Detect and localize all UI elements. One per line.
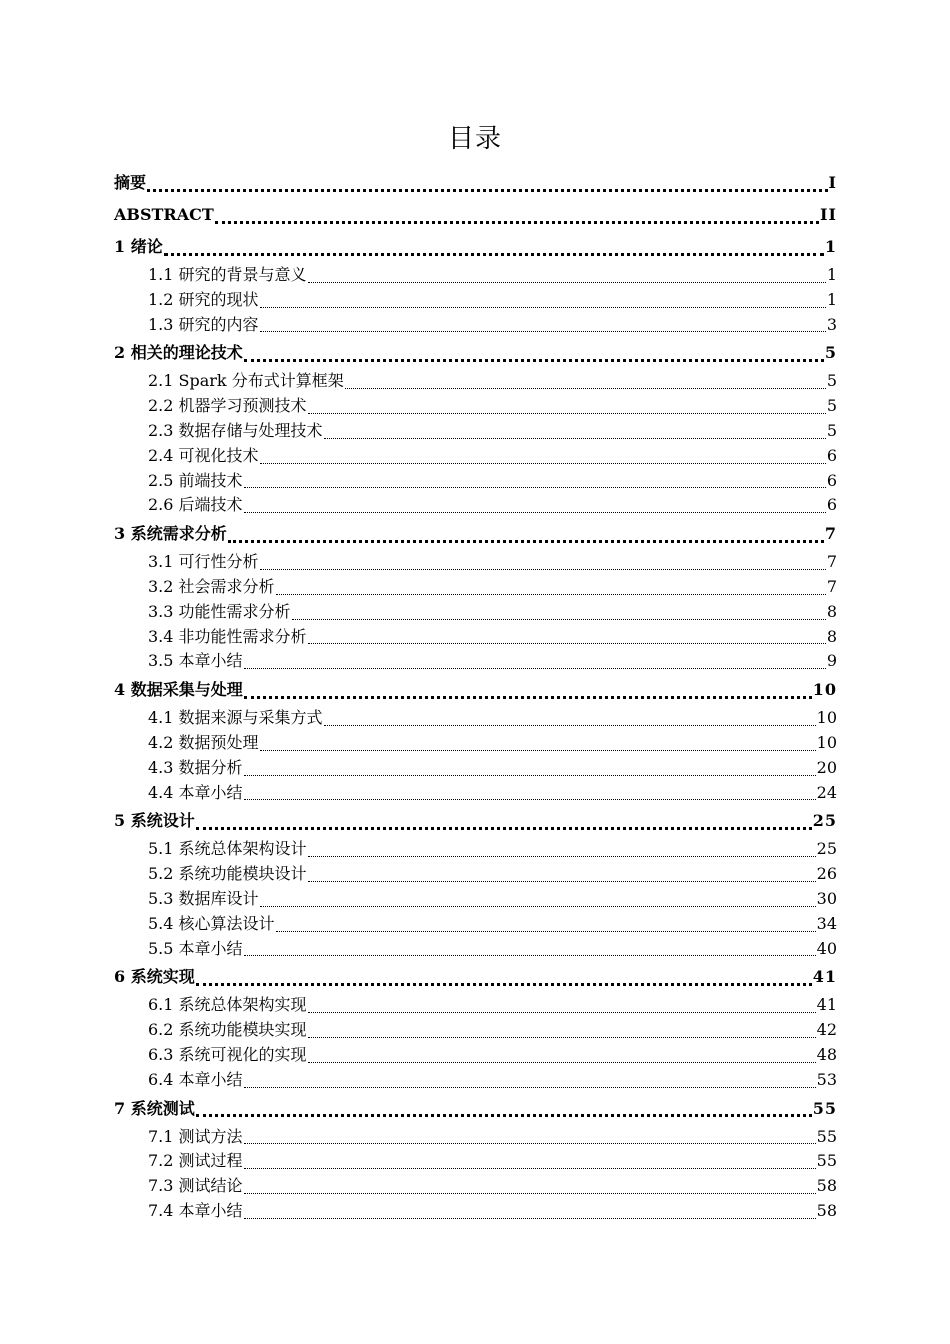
toc-chapter-entry[interactable] bbox=[114, 805, 837, 837]
toc-page-number: 6 bbox=[826, 445, 837, 465]
toc-section-entry[interactable] bbox=[114, 550, 837, 575]
dot-leader bbox=[228, 540, 824, 543]
toc-page-number: 53 bbox=[816, 1069, 837, 1089]
dot-leader bbox=[244, 1193, 816, 1194]
toc-entry-label: 2.5 前端技术 bbox=[148, 470, 243, 490]
dot-leader bbox=[164, 253, 824, 256]
toc-section-entry[interactable] bbox=[114, 1068, 837, 1093]
dot-leader bbox=[324, 438, 826, 439]
toc-page-number: 8 bbox=[826, 601, 837, 621]
toc-entry-label: 6.2 系统功能模块实现 bbox=[148, 1020, 307, 1040]
dot-leader bbox=[244, 775, 816, 776]
toc-section-entry[interactable] bbox=[114, 781, 837, 806]
dot-leader bbox=[345, 388, 826, 389]
toc-section-entry[interactable] bbox=[114, 649, 837, 674]
toc-page-number: 25 bbox=[816, 839, 837, 859]
toc-section-entry[interactable] bbox=[114, 288, 837, 313]
toc-page-number: 5 bbox=[826, 371, 837, 391]
toc-page-number: 9 bbox=[826, 651, 837, 671]
toc-entry-label: 摘要 bbox=[114, 173, 147, 192]
toc-entry-label: 1 绪论 bbox=[114, 237, 163, 256]
toc-section-entry[interactable] bbox=[114, 493, 837, 518]
toc-page-number: 55 bbox=[816, 1126, 837, 1146]
toc-entry-label: 6.3 系统可视化的实现 bbox=[148, 1044, 307, 1064]
toc-entry-label: 1.3 研究的内容 bbox=[148, 314, 259, 334]
toc-page-number: I bbox=[828, 173, 837, 192]
dot-leader bbox=[260, 750, 816, 751]
toc-page-number: 41 bbox=[816, 995, 837, 1015]
toc-section-entry[interactable] bbox=[114, 887, 837, 912]
dot-leader bbox=[244, 955, 816, 956]
toc-page-number: 42 bbox=[816, 1020, 837, 1040]
dot-leader bbox=[244, 668, 826, 669]
dot-leader bbox=[244, 799, 816, 800]
dot-leader bbox=[260, 307, 826, 308]
toc-page-number: 58 bbox=[816, 1176, 837, 1196]
dot-leader bbox=[308, 1037, 816, 1038]
toc-page-number: 40 bbox=[816, 938, 837, 958]
dot-leader bbox=[244, 696, 812, 699]
toc-section-entry[interactable] bbox=[114, 419, 837, 444]
dot-leader bbox=[308, 413, 826, 414]
toc-section-entry[interactable] bbox=[114, 263, 837, 288]
dot-leader bbox=[244, 1143, 816, 1144]
toc-section-entry[interactable] bbox=[114, 1043, 837, 1068]
toc-chapter-entry[interactable] bbox=[114, 199, 837, 231]
toc-entry-label: 6.4 本章小结 bbox=[148, 1069, 243, 1089]
dot-leader bbox=[292, 619, 826, 620]
dot-leader bbox=[215, 221, 819, 224]
toc-page-number: 30 bbox=[816, 888, 837, 908]
toc-title: 目录 bbox=[447, 124, 502, 154]
toc-entry-label: 7 系统测试 bbox=[114, 1098, 195, 1118]
toc-entry-label: 5.2 系统功能模块设计 bbox=[148, 864, 307, 884]
toc-page-number: 3 bbox=[826, 314, 837, 334]
toc-chapter-entry[interactable] bbox=[114, 1093, 837, 1125]
toc-entry-label: 3.2 社会需求分析 bbox=[148, 576, 275, 596]
dot-leader bbox=[196, 1114, 812, 1117]
toc-entry-label: 7.4 本章小结 bbox=[148, 1200, 243, 1220]
dot-leader bbox=[276, 931, 816, 932]
toc-page-number: 1 bbox=[826, 265, 837, 284]
toc-section-entry[interactable] bbox=[114, 912, 837, 937]
toc-section-entry[interactable] bbox=[114, 756, 837, 781]
toc-page-number: 6 bbox=[826, 495, 837, 515]
dot-leader bbox=[244, 487, 826, 488]
toc-entry-label: 7.2 测试过程 bbox=[148, 1151, 243, 1171]
toc-section-entry[interactable] bbox=[114, 575, 837, 600]
toc-section-entry[interactable] bbox=[114, 394, 837, 419]
toc-chapter-entry[interactable] bbox=[114, 518, 837, 550]
toc-section-entry[interactable] bbox=[114, 625, 837, 650]
toc-section-entry[interactable] bbox=[114, 369, 837, 394]
toc-entry-label: 4.3 数据分析 bbox=[148, 757, 243, 777]
dot-leader bbox=[308, 856, 816, 857]
toc-page-number: 55 bbox=[816, 1151, 837, 1171]
dot-leader bbox=[244, 512, 826, 513]
toc-section-entry[interactable] bbox=[114, 862, 837, 887]
dot-leader bbox=[260, 569, 826, 570]
toc-page-number: 20 bbox=[816, 757, 837, 777]
dot-leader bbox=[244, 1168, 816, 1169]
toc-section-entry[interactable] bbox=[114, 444, 837, 469]
dot-leader bbox=[308, 881, 816, 882]
toc-entry-label: 5 系统设计 bbox=[114, 811, 195, 831]
toc-entry-label: 3.1 可行性分析 bbox=[148, 552, 259, 572]
toc-page-number: 58 bbox=[816, 1200, 837, 1220]
toc-entry-label: 5.1 系统总体架构设计 bbox=[148, 839, 307, 859]
toc-section-entry[interactable] bbox=[114, 600, 837, 625]
toc-page-number: 7 bbox=[826, 552, 837, 572]
toc-page-number: 10 bbox=[816, 708, 837, 728]
toc-page-number: 1 bbox=[826, 289, 837, 309]
toc-page-number: 41 bbox=[812, 967, 837, 987]
dot-leader bbox=[324, 725, 816, 726]
toc-entry-label: 5.4 核心算法设计 bbox=[148, 913, 275, 933]
toc-entry-label: 5.3 数据库设计 bbox=[148, 888, 259, 908]
toc-entry-label: 3 系统需求分析 bbox=[114, 524, 227, 544]
toc-section-entry[interactable] bbox=[114, 1149, 837, 1174]
toc-page-number: 10 bbox=[812, 680, 837, 700]
toc-entry-label: 2.6 后端技术 bbox=[148, 495, 243, 515]
toc-section-entry[interactable] bbox=[114, 313, 837, 338]
toc-entry-label: 1.1 研究的背景与意义 bbox=[148, 265, 307, 284]
toc-page-number: 1 bbox=[824, 237, 837, 256]
dot-leader bbox=[260, 331, 826, 332]
toc-chapter-entry[interactable] bbox=[114, 961, 837, 993]
dot-leader bbox=[308, 1012, 816, 1013]
toc-page-number: 48 bbox=[816, 1044, 837, 1064]
toc-entry-label: 5.5 本章小结 bbox=[148, 938, 243, 958]
dot-leader bbox=[244, 1218, 816, 1219]
toc-chapter-entry[interactable] bbox=[114, 674, 837, 706]
table-of-contents bbox=[114, 167, 837, 1224]
toc-section-entry[interactable] bbox=[114, 937, 837, 962]
toc-entry-label: 6.1 系统总体架构实现 bbox=[148, 995, 307, 1015]
toc-section-entry[interactable] bbox=[114, 1174, 837, 1199]
toc-entry-label: 4.1 数据来源与采集方式 bbox=[148, 708, 323, 728]
toc-entry-label: 3.4 非功能性需求分析 bbox=[148, 626, 307, 646]
toc-entry-label: 4.4 本章小结 bbox=[148, 782, 243, 802]
toc-page-number: 25 bbox=[812, 811, 837, 831]
toc-page-number: 26 bbox=[816, 864, 837, 884]
toc-section-entry[interactable] bbox=[114, 1199, 837, 1224]
dot-leader bbox=[244, 359, 824, 362]
toc-section-entry[interactable] bbox=[114, 837, 837, 862]
toc-entry-label: 3.3 功能性需求分析 bbox=[148, 601, 291, 621]
toc-entry-label: 6 系统实现 bbox=[114, 967, 195, 987]
toc-section-entry[interactable] bbox=[114, 1125, 837, 1150]
dot-leader bbox=[196, 983, 812, 986]
dot-leader bbox=[308, 282, 826, 283]
dot-leader bbox=[308, 643, 826, 644]
toc-chapter-entry[interactable] bbox=[114, 231, 837, 263]
toc-page-number: 5 bbox=[826, 420, 837, 440]
toc-entry-label: 7.1 测试方法 bbox=[148, 1126, 243, 1146]
toc-page-number: 10 bbox=[816, 732, 837, 752]
dot-leader bbox=[276, 594, 826, 595]
toc-entry-label: 2.2 机器学习预测技术 bbox=[148, 396, 307, 416]
dot-leader bbox=[260, 463, 826, 464]
toc-page-number: 24 bbox=[816, 782, 837, 802]
toc-page-number: 5 bbox=[826, 396, 837, 416]
toc-entry-label: 2.3 数据存储与处理技术 bbox=[148, 420, 323, 440]
toc-page-number: 8 bbox=[826, 626, 837, 646]
toc-page-number: 55 bbox=[812, 1098, 837, 1118]
toc-entry-label: 7.3 测试结论 bbox=[148, 1176, 243, 1196]
toc-entry-label: 2.1 Spark 分布式计算框架 bbox=[148, 371, 344, 391]
toc-page-number: 5 bbox=[824, 343, 837, 363]
toc-page-number: 7 bbox=[824, 524, 837, 544]
toc-page-number: 6 bbox=[826, 470, 837, 490]
toc-section-entry[interactable] bbox=[114, 706, 837, 731]
dot-leader bbox=[244, 1087, 816, 1088]
dot-leader bbox=[147, 189, 828, 192]
dot-leader bbox=[308, 1062, 816, 1063]
toc-page-number: 7 bbox=[826, 576, 837, 596]
toc-entry-label: 4.2 数据预处理 bbox=[148, 732, 259, 752]
toc-entry-label: ABSTRACT bbox=[114, 205, 214, 224]
toc-page-number: II bbox=[820, 205, 837, 224]
dot-leader bbox=[196, 827, 812, 830]
toc-entry-label: 1.2 研究的现状 bbox=[148, 289, 259, 309]
dot-leader bbox=[260, 906, 816, 907]
toc-section-entry[interactable] bbox=[114, 731, 837, 756]
toc-chapter-entry[interactable] bbox=[114, 337, 837, 369]
toc-entry-label: 2 相关的理论技术 bbox=[114, 343, 243, 363]
toc-entry-label: 2.4 可视化技术 bbox=[148, 445, 259, 465]
toc-page-number: 34 bbox=[816, 913, 837, 933]
toc-section-entry[interactable] bbox=[114, 469, 837, 494]
toc-entry-label: 3.5 本章小结 bbox=[148, 651, 243, 671]
toc-section-entry[interactable] bbox=[114, 1018, 837, 1043]
toc-entry-label: 4 数据采集与处理 bbox=[114, 680, 243, 700]
toc-section-entry[interactable] bbox=[114, 993, 837, 1018]
toc-chapter-entry[interactable] bbox=[114, 167, 837, 199]
